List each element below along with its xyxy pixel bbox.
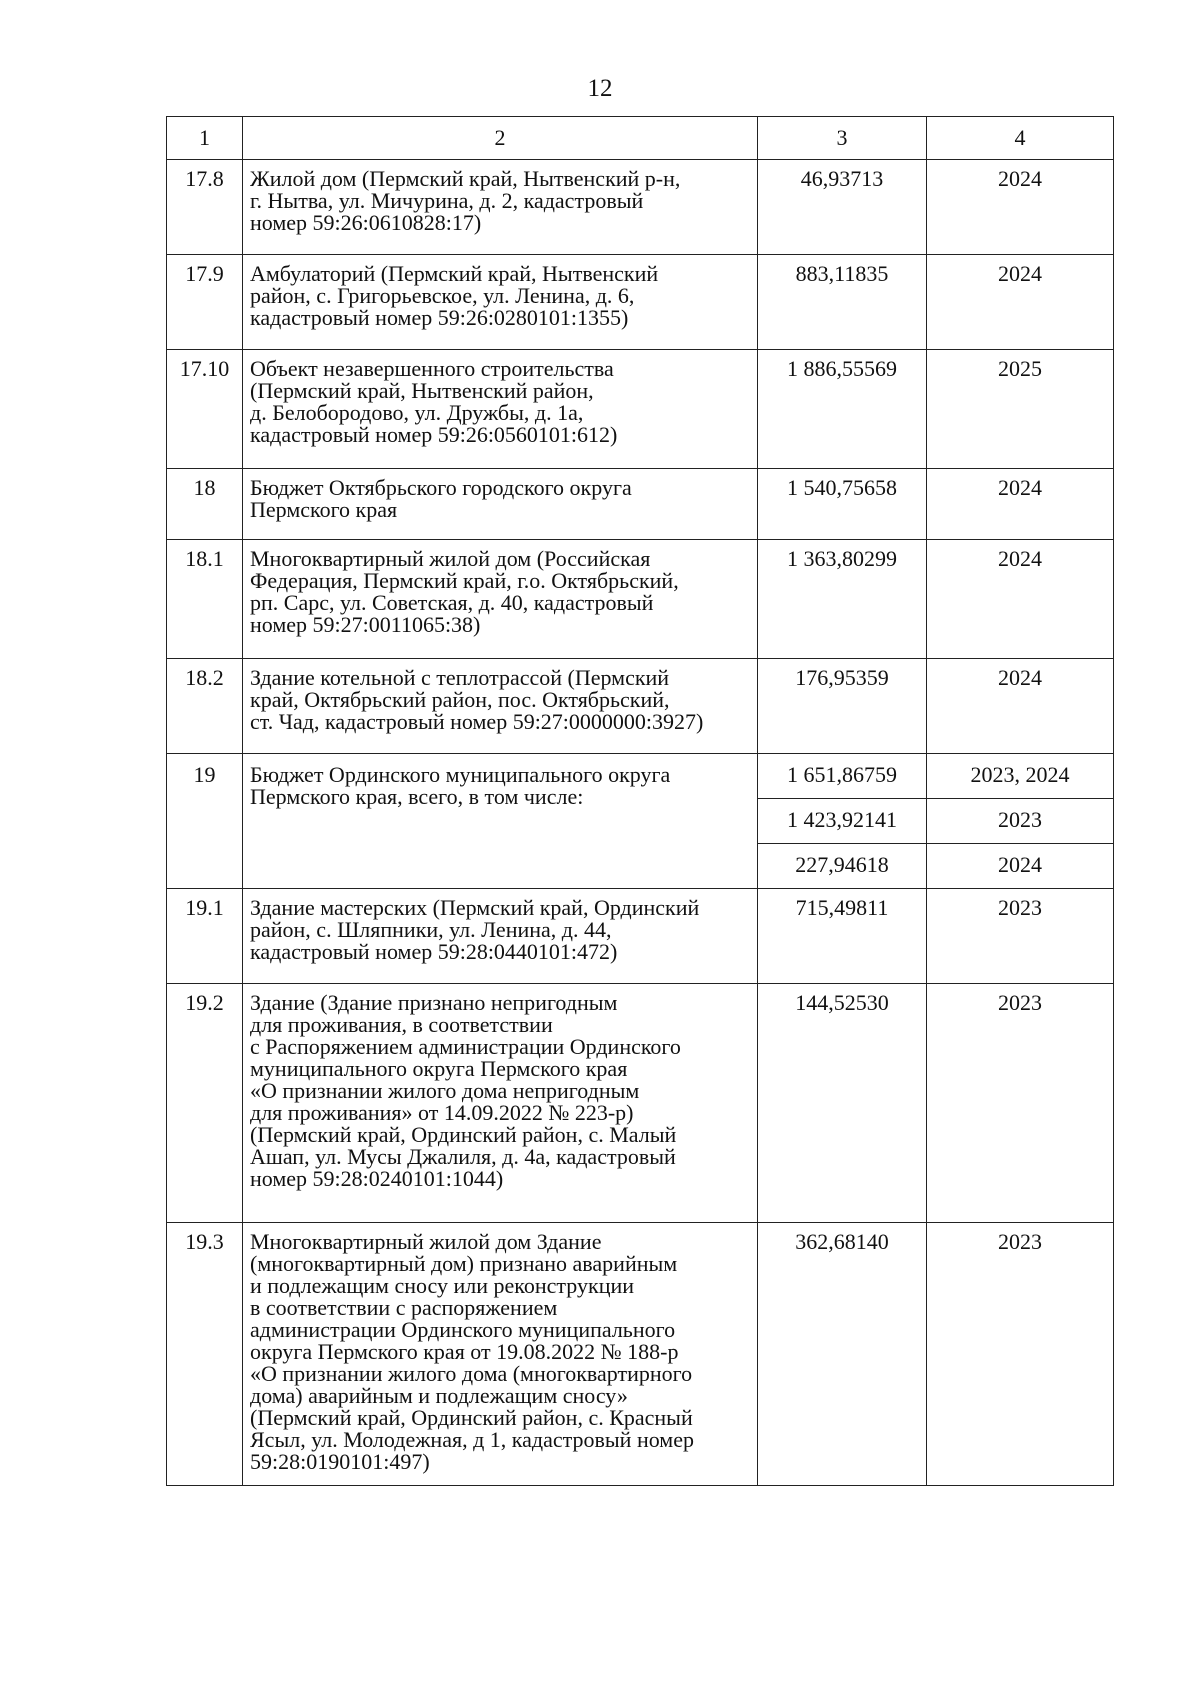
table-row bbox=[167, 984, 1114, 1223]
row-amount: 1 886,55569 bbox=[758, 350, 927, 469]
page-number: 12 bbox=[587, 75, 613, 102]
row-year: 2024 bbox=[927, 255, 1114, 350]
row-year: 2024 bbox=[927, 160, 1114, 255]
table-row bbox=[167, 1223, 1114, 1486]
table-row bbox=[167, 469, 1114, 540]
row-number: 17.9 bbox=[167, 255, 243, 350]
row-number: 19.3 bbox=[167, 1223, 243, 1486]
row-number: 18.1 bbox=[167, 540, 243, 659]
table-row bbox=[167, 350, 1114, 469]
row-number: 19.2 bbox=[167, 984, 243, 1223]
row-number: 18 bbox=[167, 469, 243, 540]
row-year: 2023 bbox=[927, 984, 1114, 1223]
table-row bbox=[167, 160, 1114, 255]
row-year: 2023, 2024 bbox=[927, 754, 1114, 799]
row-year: 2024 bbox=[927, 659, 1114, 754]
row-amount: 362,68140 bbox=[758, 1223, 927, 1486]
row-amount: 1 540,75658 bbox=[758, 469, 927, 540]
table-row bbox=[167, 659, 1114, 754]
header-col-3: 3 bbox=[758, 117, 927, 160]
table-row-19 bbox=[167, 754, 1114, 799]
row-year: 2023 bbox=[927, 889, 1114, 984]
row-amount: 1 423,92141 bbox=[758, 799, 927, 844]
row-amount: 46,93713 bbox=[758, 160, 927, 255]
row-description: Здание (Здание признано непригодным для проживания, в соответствии с Распоряжением администрации Ординского муниципального округа Пермского края «О признании жилого дома непригодным для проживания» от 14.09.2022 № 223-р) (Пермский край, Ординский район, с. Малый Ашап, ул. Мусы Джалиля, д. 4а, кадастровый номер 59:28:0240101:1044) bbox=[243, 984, 758, 1223]
header-col-1: 1 bbox=[167, 117, 243, 160]
row-number: 19 bbox=[167, 754, 243, 889]
table-row bbox=[167, 540, 1114, 659]
row-description: Амбулаторий (Пермский край, Нытвенский район, с. Григорьевское, ул. Ленина, д. 6, кадастровый номер 59:26:0280101:1355) bbox=[243, 255, 758, 350]
row-amount: 144,52530 bbox=[758, 984, 927, 1223]
row-year: 2024 bbox=[927, 540, 1114, 659]
table-header-row bbox=[167, 117, 1114, 160]
row-year: 2025 bbox=[927, 350, 1114, 469]
row-description: Многоквартирный жилой дом (Российская Федерация, Пермский край, г.о. Октябрьский, рп. Сарс, ул. Советская, д. 40, кадастровый номер 59:27:0011065:38) bbox=[243, 540, 758, 659]
row-description: Здание мастерских (Пермский край, Ординский район, с. Шляпники, ул. Ленина, д. 44, кадастровый номер 59:28:0440101:472) bbox=[243, 889, 758, 984]
row-year: 2024 bbox=[927, 469, 1114, 540]
row-amount: 227,94618 bbox=[758, 844, 927, 889]
row-description: Бюджет Ординского муниципального округа Пермского края, всего, в том числе: bbox=[243, 754, 758, 889]
row-amount: 1 651,86759 bbox=[758, 754, 927, 799]
header-col-4: 4 bbox=[927, 117, 1114, 160]
row-amount: 883,11835 bbox=[758, 255, 927, 350]
row-number: 18.2 bbox=[167, 659, 243, 754]
row-number: 17.8 bbox=[167, 160, 243, 255]
row-year: 2023 bbox=[927, 799, 1114, 844]
row-description: Здание котельной с теплотрассой (Пермский край, Октябрьский район, пос. Октябрьский, ст. Чад, кадастровый номер 59:27:0000000:3927) bbox=[243, 659, 758, 754]
row-amount: 1 363,80299 bbox=[758, 540, 927, 659]
row-number: 17.10 bbox=[167, 350, 243, 469]
row-description: Жилой дом (Пермский край, Нытвенский р-н, г. Нытва, ул. Мичурина, д. 2, кадастровый номер 59:26:0610828:17) bbox=[243, 160, 758, 255]
row-description: Объект незавершенного строительства (Пермский край, Нытвенский район, д. Белобородово, ул. Дружбы, д. 1а, кадастровый номер 59:26:0560101:612) bbox=[243, 350, 758, 469]
row-description: Многоквартирный жилой дом Здание (многоквартирный дом) признано аварийным и подлежащим сносу или реконструкции в соответствии с распоряжением администрации Ординского муниципального округа Пермского края от 19.08.2022 № 188-р «О признании жилого дома (многоквартирного дома) аварийным и подлежащим сносу» (Пермский край, Ординский район, с. Красный Ясыл, ул. Молодежная, д 1, кадастровый номер 59:28:0190101:497) bbox=[243, 1223, 758, 1486]
table-row bbox=[167, 889, 1114, 984]
header-col-2: 2 bbox=[243, 117, 758, 160]
row-amount: 715,49811 bbox=[758, 889, 927, 984]
row-description: Бюджет Октябрьского городского округа Пермского края bbox=[243, 469, 758, 540]
row-year: 2023 bbox=[927, 1223, 1114, 1486]
table-row bbox=[167, 255, 1114, 350]
row-number: 19.1 bbox=[167, 889, 243, 984]
row-amount: 176,95359 bbox=[758, 659, 927, 754]
data-table bbox=[166, 116, 1114, 1486]
row-year: 2024 bbox=[927, 844, 1114, 889]
